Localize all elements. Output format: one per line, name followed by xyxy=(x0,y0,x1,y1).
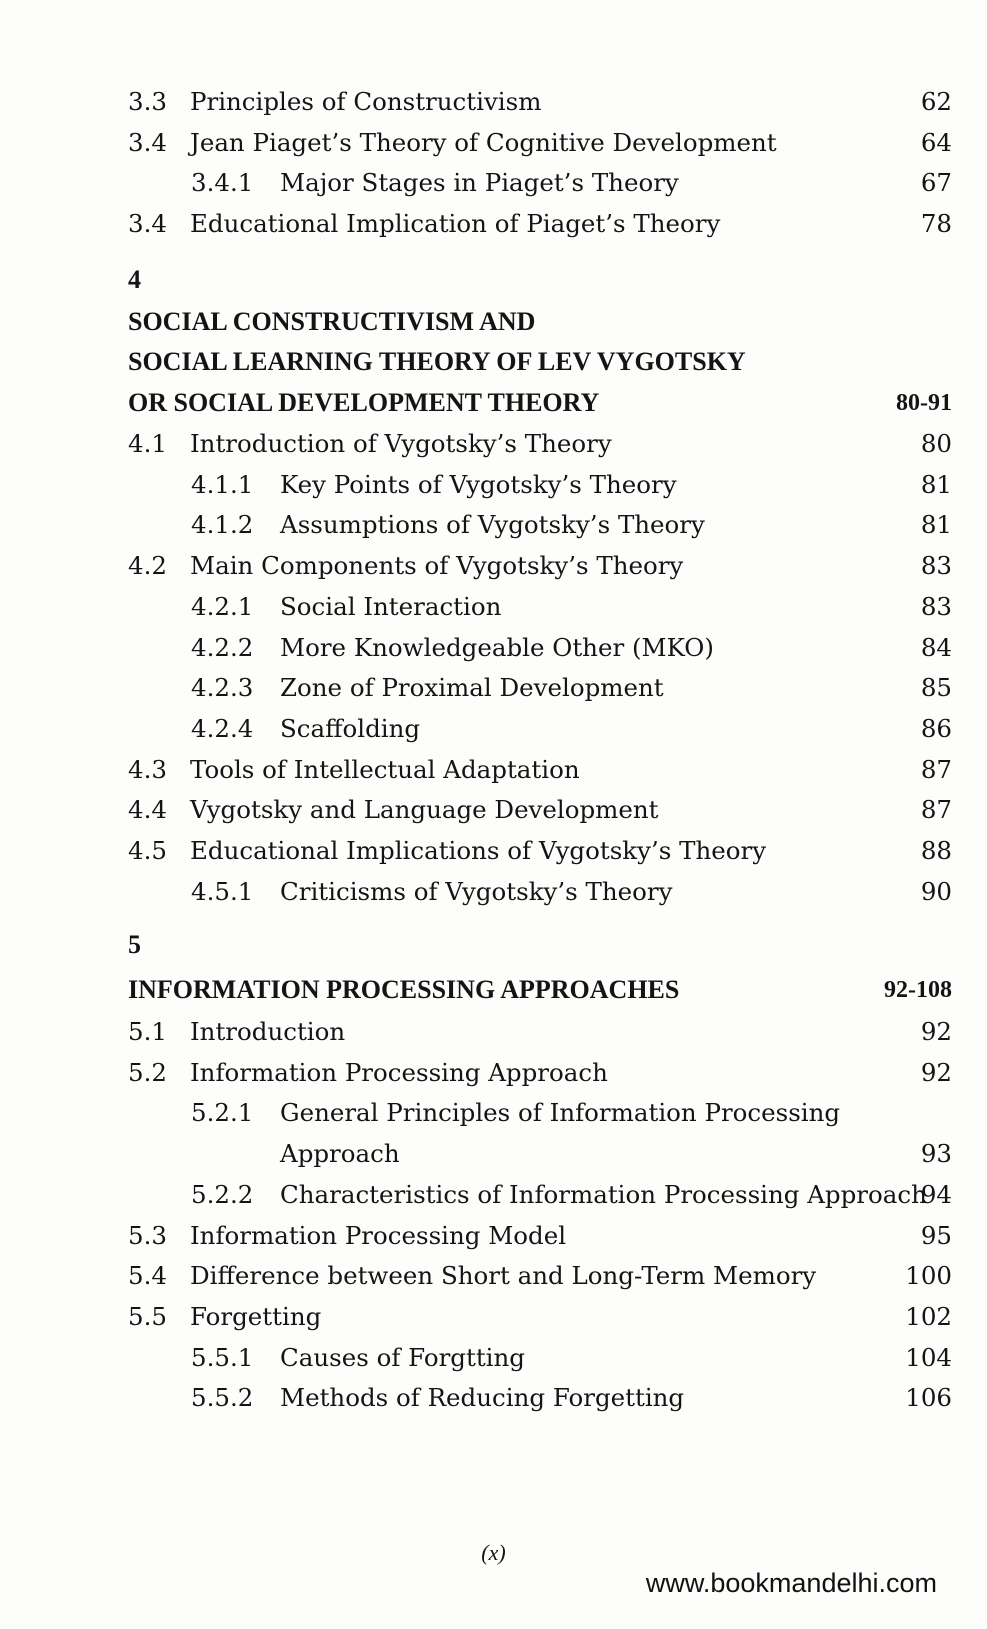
page-ref: 62 xyxy=(920,87,952,116)
chapter-number: 4 xyxy=(128,265,141,294)
chapter-title-line: SOCIAL CONSTRUCTIVISM AND xyxy=(128,307,536,336)
section-number: 4.2.1 xyxy=(191,591,254,621)
section-title: Introduction of Vygotsky’s Theory xyxy=(190,429,612,458)
section-number: 4.3 xyxy=(128,754,167,784)
page-ref: 81 xyxy=(920,469,952,499)
toc-entry xyxy=(0,1216,987,1256)
section-title: Difference between Short and Long-Term Memory xyxy=(190,1261,817,1291)
page-ref: 83 xyxy=(920,591,952,621)
toc-entry xyxy=(0,1378,987,1418)
section-number: 5.2.1 xyxy=(191,1098,254,1128)
section-title: Social Interaction xyxy=(280,591,502,621)
section-number: 5.3 xyxy=(128,1220,167,1250)
section-title: Zone of Proximal Development xyxy=(280,673,664,703)
toc-entry xyxy=(0,1134,987,1174)
page-ref: 80 xyxy=(920,429,952,458)
page-ref: 106 xyxy=(905,1383,952,1413)
section-title: Main Components of Vygotsky’s Theory xyxy=(190,551,684,581)
section-number: 4.2.4 xyxy=(191,713,254,743)
toc-entry xyxy=(0,872,987,912)
page-ref: 88 xyxy=(920,836,952,865)
toc-entry xyxy=(0,1012,987,1052)
section-title: Introduction xyxy=(190,1017,346,1046)
section-title: Key Points of Vygotsky’s Theory xyxy=(280,469,677,499)
chapter-number: 5 xyxy=(128,930,141,959)
toc-entry xyxy=(0,123,987,163)
chapter-title-line: SOCIAL LEARNING THEORY OF LEV VYGOTSKY xyxy=(128,347,746,376)
page-ref: 84 xyxy=(920,632,952,662)
section-number: 4.1.1 xyxy=(191,469,254,499)
toc-entry xyxy=(0,163,987,203)
section-number: 3.4 xyxy=(128,127,167,157)
section-title: Criticisms of Vygotsky’s Theory xyxy=(280,876,673,906)
section-number: 4.5.1 xyxy=(191,876,254,906)
section-title: Methods of Reducing Forgetting xyxy=(280,1383,685,1413)
page-ref: 67 xyxy=(920,168,952,198)
page-number: (x) xyxy=(481,1540,506,1565)
section-title: General Principles of Information Processing xyxy=(280,1098,841,1128)
section-title: Information Processing Approach xyxy=(190,1057,608,1087)
section-number: 4.2 xyxy=(128,551,167,581)
page-ref: 90 xyxy=(920,876,952,906)
page-ref: 83 xyxy=(920,551,952,581)
page-ref: 64 xyxy=(920,127,952,157)
page-ref: 85 xyxy=(920,673,952,703)
page-ref: 78 xyxy=(920,209,952,239)
page-ref: 102 xyxy=(905,1301,952,1331)
section-number: 4.2.2 xyxy=(191,632,254,662)
section-title: Forgetting xyxy=(190,1301,322,1331)
page-ref: 86 xyxy=(920,713,952,743)
toc-entry xyxy=(0,790,987,830)
toc-entry xyxy=(0,1338,987,1378)
toc-entry xyxy=(0,1297,987,1337)
toc-entry xyxy=(0,587,987,627)
toc-entry xyxy=(0,628,987,668)
section-title: Principles of Constructivism xyxy=(190,87,542,116)
section-number: 3.3 xyxy=(128,87,167,116)
chapter-title-line: OR SOCIAL DEVELOPMENT THEORY xyxy=(128,388,600,417)
section-number: 5.2.2 xyxy=(191,1179,254,1209)
section-number: 4.1.2 xyxy=(191,510,254,540)
toc-entry xyxy=(0,1175,987,1215)
section-title: Educational Implications of Vygotsky’s Theory xyxy=(190,836,767,865)
section-number: 5.5.2 xyxy=(191,1383,254,1413)
section-number: 4.5 xyxy=(128,836,167,865)
page-ref: 87 xyxy=(920,795,952,825)
section-number: 5.5 xyxy=(128,1301,167,1331)
section-title: Jean Piaget’s Theory of Cognitive Development xyxy=(190,127,777,157)
section-title: More Knowledgeable Other (MKO) xyxy=(280,632,714,662)
page-ref: 92 xyxy=(920,1057,952,1087)
section-number: 5.4 xyxy=(128,1261,167,1291)
section-number: 3.4 xyxy=(128,209,167,239)
page-ref: 94 xyxy=(920,1179,952,1209)
page-ref: 95 xyxy=(920,1220,952,1250)
chapter-page-range: 92-108 xyxy=(884,977,952,1003)
toc-entry xyxy=(0,505,987,545)
toc-entry xyxy=(0,668,987,708)
page-ref: 100 xyxy=(905,1261,952,1291)
section-number: 5.2 xyxy=(128,1057,167,1087)
page-ref: 92 xyxy=(920,1017,952,1046)
toc-entry xyxy=(0,1093,987,1133)
toc-entry xyxy=(0,831,987,871)
section-title: Vygotsky and Language Development xyxy=(190,795,659,825)
toc-entry xyxy=(0,424,987,464)
section-title: Approach xyxy=(280,1139,400,1169)
toc-entry xyxy=(0,709,987,749)
page-ref: 104 xyxy=(905,1342,952,1372)
section-title: Major Stages in Piaget’s Theory xyxy=(280,168,679,198)
page-ref: 93 xyxy=(920,1139,952,1169)
section-title: Tools of Intellectual Adaptation xyxy=(190,754,580,784)
toc-entry xyxy=(0,82,987,122)
section-number: 4.2.3 xyxy=(191,673,254,703)
section-title: Scaffolding xyxy=(280,713,421,743)
section-title: Causes of Forgtting xyxy=(280,1342,525,1372)
toc-entry xyxy=(0,1053,987,1093)
section-number: 3.4.1 xyxy=(191,168,254,198)
section-title: Characteristics of Information Processing Approach xyxy=(280,1179,927,1209)
chapter-title-line: INFORMATION PROCESSING APPROACHES xyxy=(128,975,680,1004)
section-number: 5.1 xyxy=(128,1017,167,1046)
chapter-page-range: 80-91 xyxy=(896,390,952,416)
section-title: Information Processing Model xyxy=(190,1220,567,1250)
toc-entry xyxy=(0,750,987,790)
toc-entry xyxy=(0,546,987,586)
page-ref: 81 xyxy=(920,510,952,540)
toc-entry xyxy=(0,1256,987,1296)
section-number: 5.5.1 xyxy=(191,1342,254,1372)
watermark-url: www.bookmandelhi.com xyxy=(645,1568,937,1598)
toc-entry xyxy=(0,204,987,244)
section-title: Assumptions of Vygotsky’s Theory xyxy=(280,510,705,540)
section-number: 4.1 xyxy=(128,429,167,458)
section-title: Educational Implication of Piaget’s Theory xyxy=(190,209,721,239)
toc-entry xyxy=(0,465,987,505)
section-number: 4.4 xyxy=(128,795,167,825)
page-ref: 87 xyxy=(920,754,952,784)
